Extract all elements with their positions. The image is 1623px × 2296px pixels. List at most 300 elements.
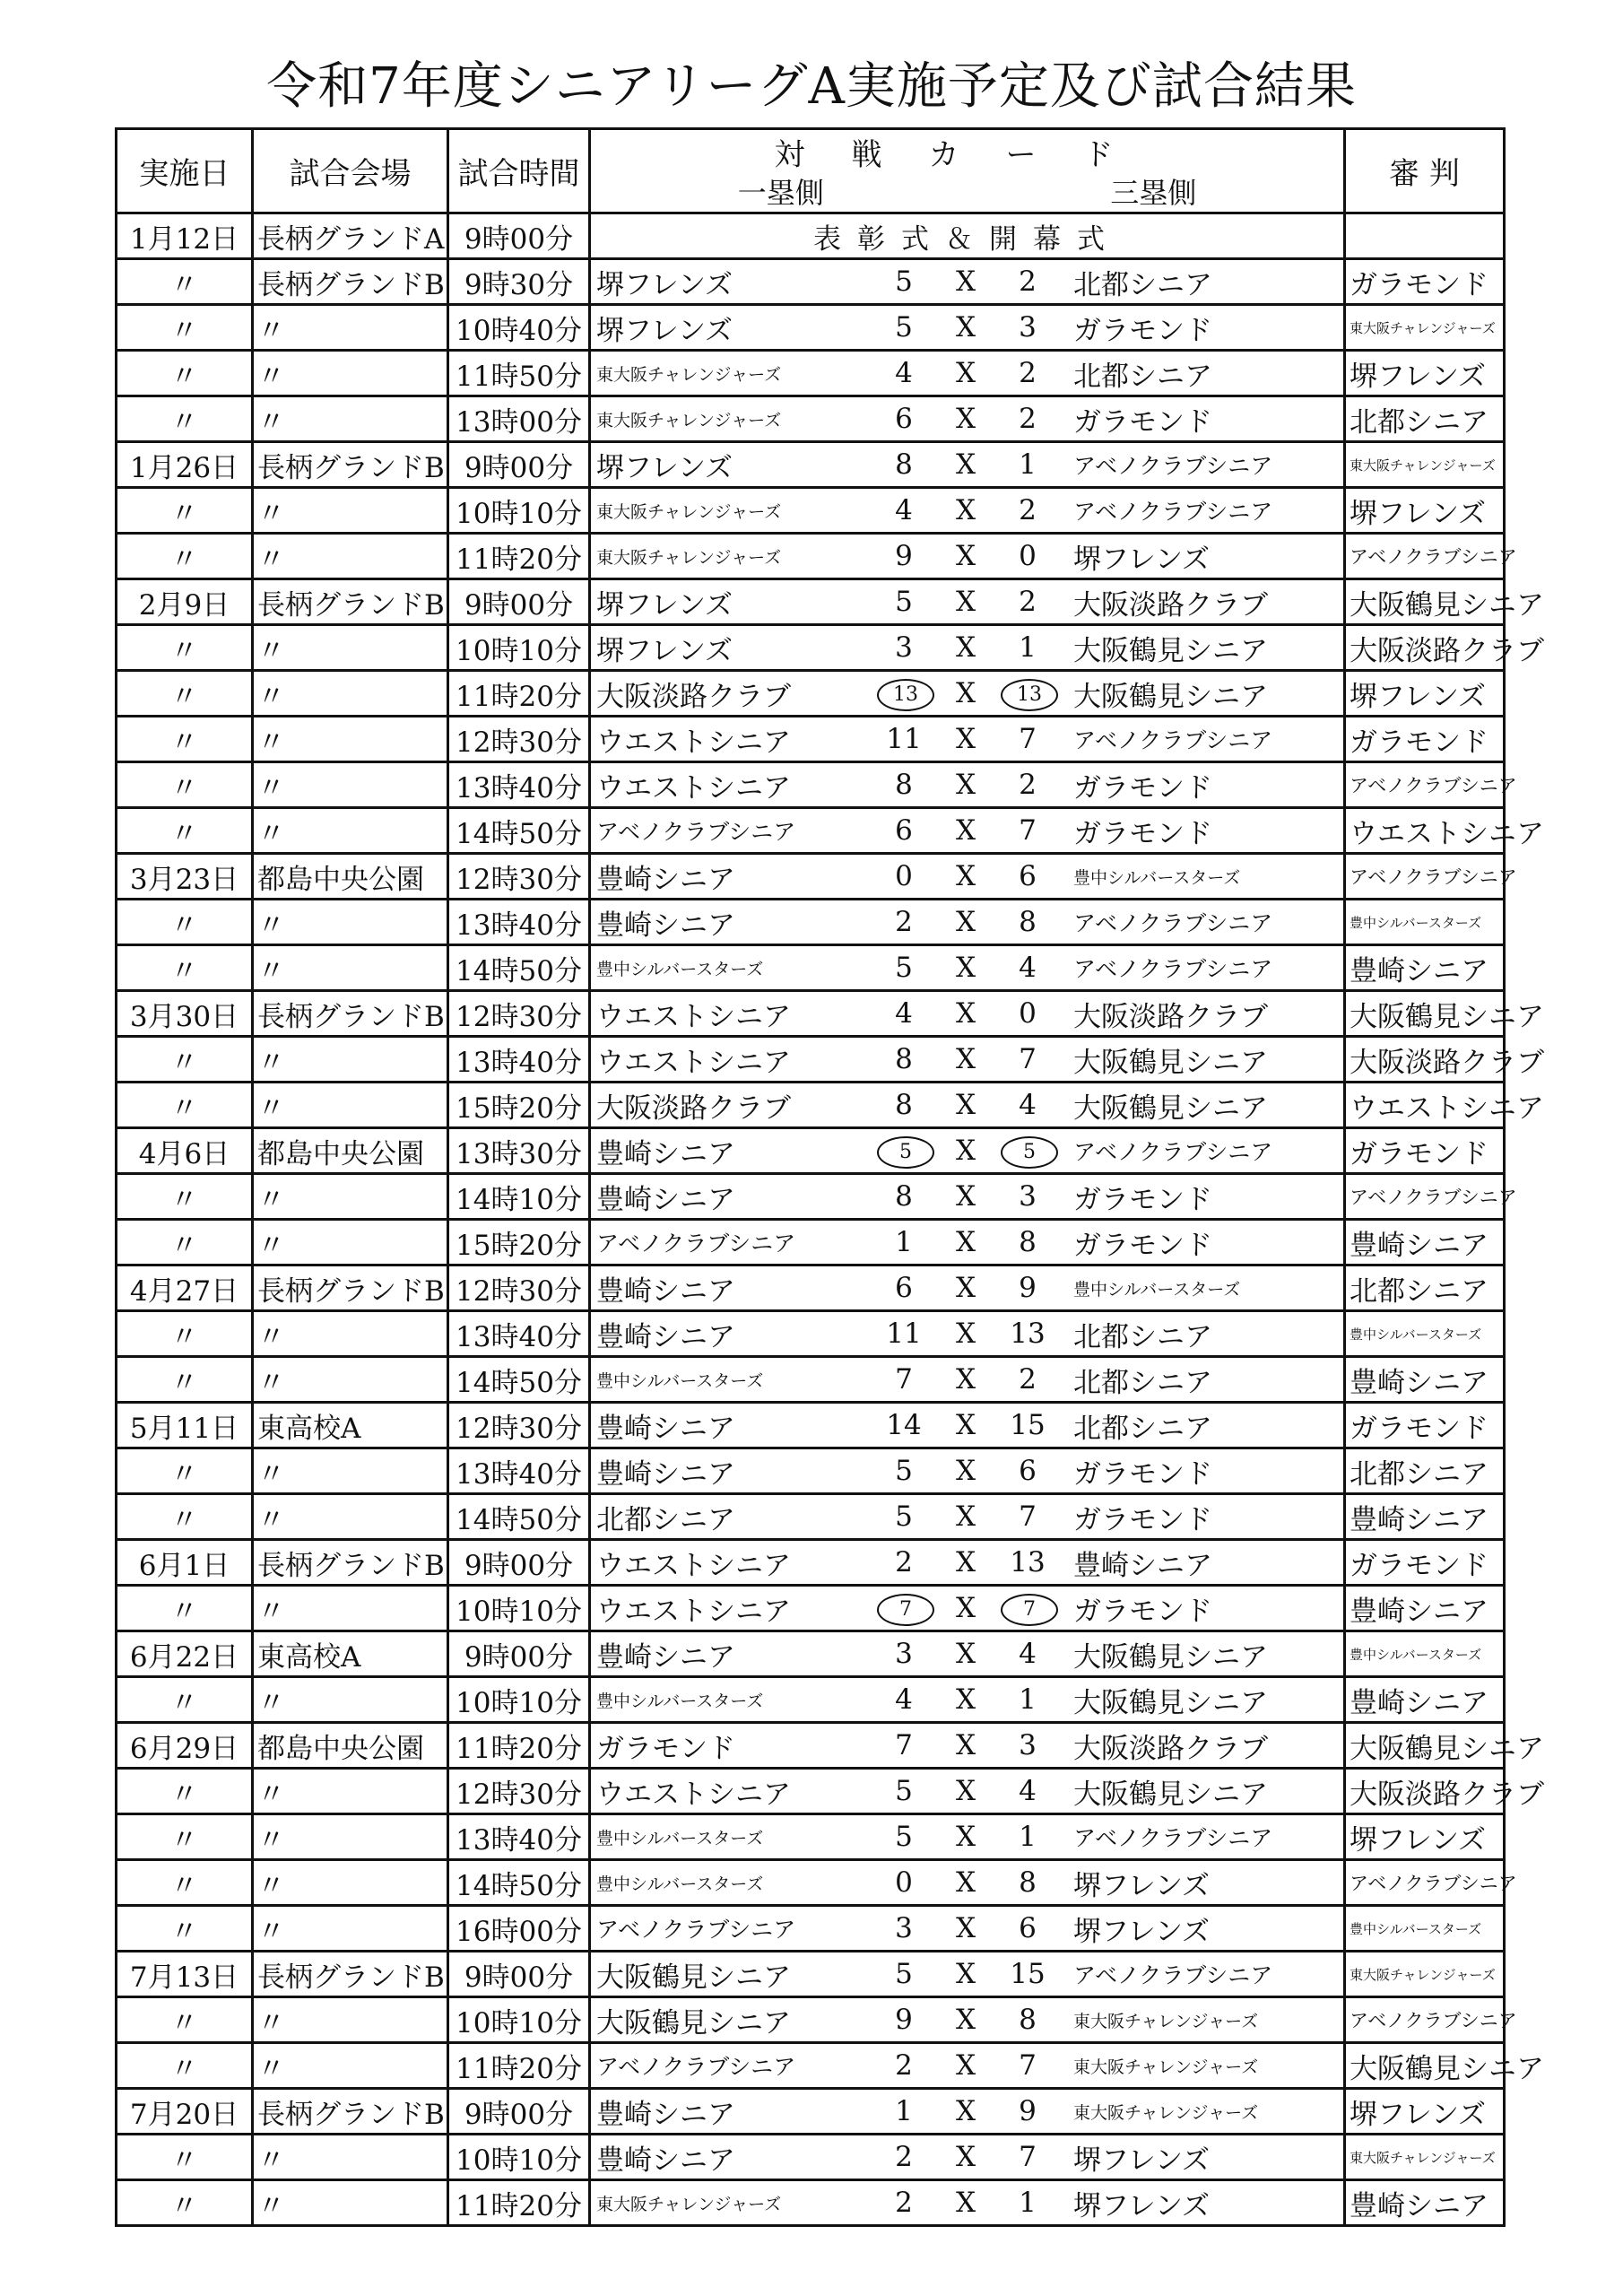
table-row — [117, 991, 1505, 1037]
cell-time: 12時30分 — [448, 854, 590, 900]
cell-umpire: アベノクラブシニア — [1345, 534, 1505, 579]
vs-mark: X — [955, 2141, 976, 2173]
away-team: 大阪鶴見シニア — [1073, 1640, 1268, 1674]
cell-date: 〃 — [117, 808, 253, 854]
away-team: 堺フレンズ — [1073, 1869, 1211, 1902]
table-row — [117, 1174, 1505, 1220]
cell-umpire: 北都シニア — [1345, 1448, 1505, 1494]
vs-mark: X — [955, 1729, 976, 1761]
header-date: 実施日 — [117, 129, 253, 213]
vs-mark: X — [955, 952, 976, 984]
cell-date: 〃 — [117, 488, 253, 534]
cell-venue: 〃 — [253, 1494, 448, 1540]
away-team: 北都シニア — [1073, 268, 1212, 301]
vs-mark: X — [955, 2004, 976, 2036]
cell-matchup — [590, 1311, 1345, 1357]
home-score: 3 — [895, 1638, 913, 1670]
cell-umpire: 豊崎シニア — [1345, 945, 1505, 991]
cell-umpire: 大阪鶴見シニア — [1345, 991, 1505, 1037]
cell-date: 〃 — [117, 1311, 253, 1357]
away-team: 大阪鶴見シニア — [1073, 1778, 1268, 1811]
away-score: 4 — [1019, 952, 1037, 984]
table-row — [117, 1586, 1505, 1631]
home-team: ウエストシニア — [596, 771, 791, 804]
cell-umpire: 堺フレンズ — [1345, 351, 1505, 396]
home-score: 0 — [895, 860, 913, 892]
away-score: 13 — [1010, 1318, 1046, 1350]
home-team: ウエストシニア — [596, 1549, 791, 1582]
cell-umpire: ウエストシニア — [1345, 808, 1505, 854]
cell-date: 〃 — [117, 1769, 253, 1814]
away-score: 6 — [1019, 1455, 1037, 1487]
home-team: アベノクラブシニア — [596, 819, 796, 845]
away-team: アベノクラブシニア — [1073, 499, 1273, 525]
cell-time: 11時50分 — [448, 351, 590, 396]
home-team: ウエストシニア — [596, 1046, 791, 1079]
home-score: 9 — [895, 2004, 913, 2036]
home-team: 東大阪チャレンジャーズ — [596, 501, 782, 522]
cell-matchup — [590, 2043, 1345, 2089]
cell-time: 13時40分 — [448, 1448, 590, 1494]
cell-venue: 長柄グランドB — [253, 442, 448, 488]
cell-matchup — [590, 396, 1345, 442]
header-home-side: 一塁側 — [737, 176, 824, 210]
cell-time: 12時30分 — [448, 991, 590, 1037]
cell-umpire: ガラモンド — [1345, 259, 1505, 305]
cell-matchup — [590, 1448, 1345, 1494]
draw-circle-icon: 13 — [1001, 679, 1058, 711]
away-score: 8 — [1019, 906, 1037, 938]
cell-matchup — [590, 671, 1345, 717]
vs-mark: X — [955, 1546, 976, 1578]
vs-mark: X — [955, 906, 976, 938]
cell-umpire: 豊中シルバースターズ — [1345, 900, 1505, 945]
home-team: 豊中シルバースターズ — [596, 1828, 764, 1848]
cell-time: 14時50分 — [448, 1357, 590, 1403]
cell-date: 〃 — [117, 351, 253, 396]
cell-matchup — [590, 1540, 1345, 1586]
table-row — [117, 1906, 1505, 1952]
cell-matchup — [590, 1677, 1345, 1723]
away-team: ガラモンド — [1073, 405, 1212, 439]
home-team: 堺フレンズ — [596, 588, 733, 622]
header-row — [117, 129, 1505, 213]
away-score: 4 — [1019, 1638, 1037, 1670]
table-row — [117, 2180, 1505, 2226]
home-team: 豊崎シニア — [596, 1320, 735, 1353]
away-team: ガラモンド — [1073, 1457, 1212, 1491]
cell-umpire: アベノクラブシニア — [1345, 762, 1505, 808]
home-score: 5 — [895, 1500, 913, 1533]
cell-date: 5月11日 — [117, 1403, 253, 1448]
home-score: 4 — [895, 997, 913, 1030]
cell-umpire: ウエストシニア — [1345, 1083, 1505, 1128]
cell-matchup — [590, 534, 1345, 579]
cell-umpire: 豊中シルバースターズ — [1345, 1631, 1505, 1677]
header-card-title: 対戦カード — [774, 137, 1160, 173]
vs-mark: X — [955, 769, 976, 801]
cell-venue: 〃 — [253, 1311, 448, 1357]
away-score: 3 — [1019, 311, 1037, 344]
away-team: 東大阪チャレンジャーズ — [1073, 2011, 1259, 2031]
cell-matchup — [590, 1128, 1345, 1174]
header-venue: 試合会場 — [253, 129, 448, 213]
away-score: 2 — [1019, 494, 1037, 526]
vs-mark: X — [955, 403, 976, 435]
draw-circle-icon: 13 — [877, 679, 934, 711]
cell-date: 〃 — [117, 1037, 253, 1083]
home-team: アベノクラブシニア — [596, 1231, 796, 1257]
cell-venue: 長柄グランドB — [253, 259, 448, 305]
away-score: 13 — [1010, 1546, 1046, 1578]
cell-umpire: 豊崎シニア — [1345, 2180, 1505, 2226]
vs-mark: X — [955, 586, 976, 618]
cell-date: 〃 — [117, 2043, 253, 2089]
away-team: 堺フレンズ — [1073, 1915, 1211, 1948]
cell-time: 10時10分 — [448, 1677, 590, 1723]
away-team: 東大阪チャレンジャーズ — [1073, 2102, 1259, 2123]
table-row — [117, 1723, 1505, 1769]
away-team: 北都シニア — [1073, 1366, 1212, 1399]
vs-mark: X — [955, 265, 976, 298]
vs-mark: X — [955, 540, 976, 572]
away-team: ガラモンド — [1073, 314, 1212, 347]
cell-umpire: 大阪鶴見シニア — [1345, 1723, 1505, 1769]
away-team: アベノクラブシニア — [1073, 910, 1273, 936]
home-score — [877, 675, 931, 711]
home-score: 5 — [895, 265, 913, 298]
away-score: 7 — [1019, 723, 1037, 755]
away-team: 大阪鶴見シニア — [1073, 1046, 1268, 1079]
away-score: 4 — [1019, 1089, 1037, 1121]
cell-date: 〃 — [117, 1860, 253, 1906]
away-score: 2 — [1019, 769, 1037, 801]
home-team: 堺フレンズ — [596, 451, 733, 484]
home-score: 5 — [895, 586, 913, 618]
cell-date: 〃 — [117, 945, 253, 991]
vs-mark: X — [955, 448, 976, 481]
table-row — [117, 1631, 1505, 1677]
away-team: 大阪淡路クラブ — [1073, 1000, 1268, 1033]
away-team: 堺フレンズ — [1073, 2144, 1211, 2177]
home-score: 14 — [886, 1409, 922, 1441]
cell-time: 14時50分 — [448, 808, 590, 854]
cell-time: 9時00分 — [448, 1631, 590, 1677]
cell-matchup — [590, 1357, 1345, 1403]
vs-mark: X — [955, 1089, 976, 1121]
cell-venue: 〃 — [253, 1997, 448, 2043]
vs-mark: X — [955, 1638, 976, 1670]
cell-date: 〃 — [117, 1220, 253, 1265]
schedule-table — [115, 127, 1544, 2227]
home-score: 3 — [895, 1912, 913, 1944]
cell-date: 〃 — [117, 1814, 253, 1860]
away-team: 豊中シルバースターズ — [1073, 1279, 1241, 1300]
cell-time: 10時40分 — [448, 305, 590, 351]
table-row — [117, 534, 1505, 579]
cell-venue: 都島中央公園 — [253, 1128, 448, 1174]
cell-matchup — [590, 1083, 1345, 1128]
table-row — [117, 1952, 1505, 1997]
away-team: 大阪淡路クラブ — [1073, 588, 1268, 622]
cell-matchup — [590, 854, 1345, 900]
cell-matchup — [590, 1631, 1345, 1677]
cell-time: 10時10分 — [448, 1586, 590, 1631]
cell-umpire: 堺フレンズ — [1345, 671, 1505, 717]
cell-venue: 〃 — [253, 717, 448, 762]
home-score: 5 — [895, 1775, 913, 1807]
away-score: 9 — [1019, 2095, 1037, 2127]
cell-time: 11時20分 — [448, 2043, 590, 2089]
away-team: ガラモンド — [1073, 771, 1212, 804]
cell-matchup — [590, 579, 1345, 625]
table-row — [117, 625, 1505, 671]
cell-time: 10時10分 — [448, 625, 590, 671]
cell-matchup — [590, 1952, 1345, 1997]
away-team: 大阪淡路クラブ — [1073, 1732, 1268, 1765]
cell-umpire: 北都シニア — [1345, 1265, 1505, 1311]
vs-mark: X — [955, 1821, 976, 1853]
cell-matchup — [590, 488, 1345, 534]
cell-date: 〃 — [117, 2180, 253, 2226]
home-score — [877, 1133, 931, 1169]
table-row — [117, 1128, 1505, 1174]
table-row — [117, 1448, 1505, 1494]
cell-venue: 〃 — [253, 1677, 448, 1723]
away-score: 0 — [1019, 540, 1037, 572]
cell-date: 〃 — [117, 1083, 253, 1128]
away-score — [1001, 1590, 1055, 1626]
cell-venue: 〃 — [253, 534, 448, 579]
cell-umpire: 東大阪チャレンジャーズ — [1345, 442, 1505, 488]
away-score: 8 — [1019, 2004, 1037, 2036]
cell-umpire: 豊崎シニア — [1345, 1220, 1505, 1265]
cell-time: 9時00分 — [448, 1540, 590, 1586]
cell-matchup — [590, 1220, 1345, 1265]
away-team: ガラモンド — [1073, 1229, 1212, 1262]
table-row — [117, 442, 1505, 488]
home-team: 東大阪チャレンジャーズ — [596, 364, 782, 385]
vs-mark: X — [955, 723, 976, 755]
away-team: ガラモンド — [1073, 1183, 1212, 1216]
cell-umpire: 東大阪チャレンジャーズ — [1345, 1952, 1505, 1997]
table-row — [117, 854, 1505, 900]
home-score: 4 — [895, 1683, 913, 1716]
away-team: ガラモンド — [1073, 1503, 1212, 1536]
cell-time: 11時20分 — [448, 1723, 590, 1769]
cell-venue: 〃 — [253, 2135, 448, 2180]
cell-date: 6月22日 — [117, 1631, 253, 1677]
cell-venue: 〃 — [253, 1769, 448, 1814]
home-team: 豊崎シニア — [596, 1457, 735, 1491]
away-team: アベノクラブシニア — [1073, 1139, 1273, 1165]
away-team: 豊中シルバースターズ — [1073, 867, 1241, 888]
home-score: 8 — [895, 769, 913, 801]
home-score: 4 — [895, 494, 913, 526]
cell-time: 16時00分 — [448, 1906, 590, 1952]
home-score: 6 — [895, 1272, 913, 1304]
away-score: 6 — [1019, 860, 1037, 892]
cell-time: 9時30分 — [448, 259, 590, 305]
cell-date: 〃 — [117, 2135, 253, 2180]
home-team: ウエストシニア — [596, 726, 791, 759]
away-score: 8 — [1019, 1226, 1037, 1258]
vs-mark: X — [955, 1135, 976, 1167]
table-row — [117, 213, 1505, 259]
away-score — [1001, 1133, 1055, 1169]
home-score: 2 — [895, 2049, 913, 2082]
cell-matchup — [590, 808, 1345, 854]
away-score: 15 — [1010, 1958, 1046, 1990]
cell-date: 〃 — [117, 1586, 253, 1631]
away-team: 大阪鶴見シニア — [1073, 1686, 1268, 1719]
home-team: 堺フレンズ — [596, 314, 733, 347]
cell-date: 〃 — [117, 1448, 253, 1494]
table-row — [117, 351, 1505, 396]
cell-time: 12時30分 — [448, 717, 590, 762]
away-score: 2 — [1019, 357, 1037, 389]
away-team: 北都シニア — [1073, 360, 1212, 393]
vs-mark: X — [955, 494, 976, 526]
away-team: アベノクラブシニア — [1073, 1962, 1273, 1988]
cell-time: 14時50分 — [448, 945, 590, 991]
table-row — [117, 1220, 1505, 1265]
away-score: 1 — [1019, 1683, 1037, 1716]
vs-mark: X — [955, 2187, 976, 2219]
home-team: ウエストシニア — [596, 1000, 791, 1033]
cell-date: 〃 — [117, 625, 253, 671]
cell-date: 3月23日 — [117, 854, 253, 900]
cell-time: 12時30分 — [448, 1769, 590, 1814]
table-row — [117, 945, 1505, 991]
table-row — [117, 1860, 1505, 1906]
vs-mark: X — [955, 1363, 976, 1396]
cell-date: 〃 — [117, 1174, 253, 1220]
cell-venue: 〃 — [253, 2180, 448, 2226]
vs-mark: X — [955, 1683, 976, 1716]
cell-date: 〃 — [117, 259, 253, 305]
home-score: 7 — [895, 1363, 913, 1396]
home-team: 豊崎シニア — [596, 909, 735, 942]
away-score: 7 — [1019, 814, 1037, 847]
home-score: 4 — [895, 357, 913, 389]
cell-venue: 東高校A — [253, 1631, 448, 1677]
cell-date: 4月27日 — [117, 1265, 253, 1311]
away-score: 2 — [1019, 403, 1037, 435]
away-team: 東大阪チャレンジャーズ — [1073, 2057, 1259, 2077]
table-row — [117, 396, 1505, 442]
table-row — [117, 1037, 1505, 1083]
home-team: 堺フレンズ — [596, 268, 733, 301]
vs-mark: X — [955, 1775, 976, 1807]
cell-date: 〃 — [117, 534, 253, 579]
away-team: アベノクラブシニア — [1073, 727, 1273, 753]
vs-mark: X — [955, 1866, 976, 1899]
cell-date: 〃 — [117, 1494, 253, 1540]
table-row — [117, 1769, 1505, 1814]
home-team: 大阪鶴見シニア — [596, 2006, 791, 2039]
home-team: アベノクラブシニア — [596, 1917, 796, 1943]
cell-date: 〃 — [117, 671, 253, 717]
cell-matchup — [590, 351, 1345, 396]
cell-umpire: 豊中シルバースターズ — [1345, 1906, 1505, 1952]
header-time: 試合時間 — [448, 129, 590, 213]
cell-date: 3月30日 — [117, 991, 253, 1037]
cell-umpire: 北都シニア — [1345, 396, 1505, 442]
vs-mark: X — [955, 1043, 976, 1075]
table-row — [117, 1265, 1505, 1311]
cell-time: 13時00分 — [448, 396, 590, 442]
table-row — [117, 1540, 1505, 1586]
cell-umpire: 豊崎シニア — [1345, 1357, 1505, 1403]
home-score: 5 — [895, 311, 913, 344]
away-score: 7 — [1019, 1043, 1037, 1075]
cell-umpire: 大阪淡路クラブ — [1345, 625, 1505, 671]
table-row — [117, 2043, 1505, 2089]
vs-mark: X — [955, 1592, 976, 1624]
cell-venue: 〃 — [253, 1357, 448, 1403]
cell-time: 12時30分 — [448, 1403, 590, 1448]
away-team: ガラモンド — [1073, 1595, 1212, 1628]
cell-venue: 長柄グランドB — [253, 1265, 448, 1311]
vs-mark: X — [955, 1912, 976, 1944]
cell-umpire: アベノクラブシニア — [1345, 854, 1505, 900]
cell-venue: 長柄グランドB — [253, 579, 448, 625]
cell-venue: 〃 — [253, 305, 448, 351]
table-row — [117, 717, 1505, 762]
away-score: 3 — [1019, 1180, 1037, 1213]
away-score: 7 — [1019, 2049, 1037, 2082]
home-team: 豊崎シニア — [596, 2144, 735, 2177]
cell-date: 2月9日 — [117, 579, 253, 625]
home-team: 豊中シルバースターズ — [596, 1874, 764, 1894]
cell-date: 〃 — [117, 1997, 253, 2043]
away-score: 1 — [1019, 1821, 1037, 1853]
cell-venue: 東高校A — [253, 1403, 448, 1448]
cell-time: 9時00分 — [448, 442, 590, 488]
cell-umpire: 堺フレンズ — [1345, 488, 1505, 534]
away-score: 9 — [1019, 1272, 1037, 1304]
cell-date: 〃 — [117, 900, 253, 945]
cell-matchup — [590, 945, 1345, 991]
table-row — [117, 762, 1505, 808]
vs-mark: X — [955, 860, 976, 892]
home-team: 東大阪チャレンジャーズ — [596, 2194, 782, 2214]
cell-venue: 〃 — [253, 625, 448, 671]
cell-date: 〃 — [117, 1357, 253, 1403]
header-away-side: 三塁側 — [1110, 176, 1197, 210]
vs-mark: X — [955, 1455, 976, 1487]
away-score: 2 — [1019, 265, 1037, 298]
cell-umpire: ガラモンド — [1345, 1540, 1505, 1586]
away-score: 7 — [1019, 1500, 1037, 1533]
cell-date: 4月6日 — [117, 1128, 253, 1174]
cell-umpire: アベノクラブシニア — [1345, 1997, 1505, 2043]
away-score: 7 — [1019, 2141, 1037, 2173]
cell-time: 13時30分 — [448, 1128, 590, 1174]
table-row — [117, 305, 1505, 351]
table-row — [117, 1814, 1505, 1860]
away-score: 8 — [1019, 1866, 1037, 1899]
cell-matchup — [590, 2135, 1345, 2180]
cell-time: 13時40分 — [448, 900, 590, 945]
cell-venue: 〃 — [253, 671, 448, 717]
draw-circle-icon: 5 — [1001, 1136, 1058, 1169]
cell-time: 10時10分 — [448, 488, 590, 534]
cell-umpire: ガラモンド — [1345, 717, 1505, 762]
home-team: 豊崎シニア — [596, 1274, 735, 1308]
cell-matchup — [590, 1814, 1345, 1860]
